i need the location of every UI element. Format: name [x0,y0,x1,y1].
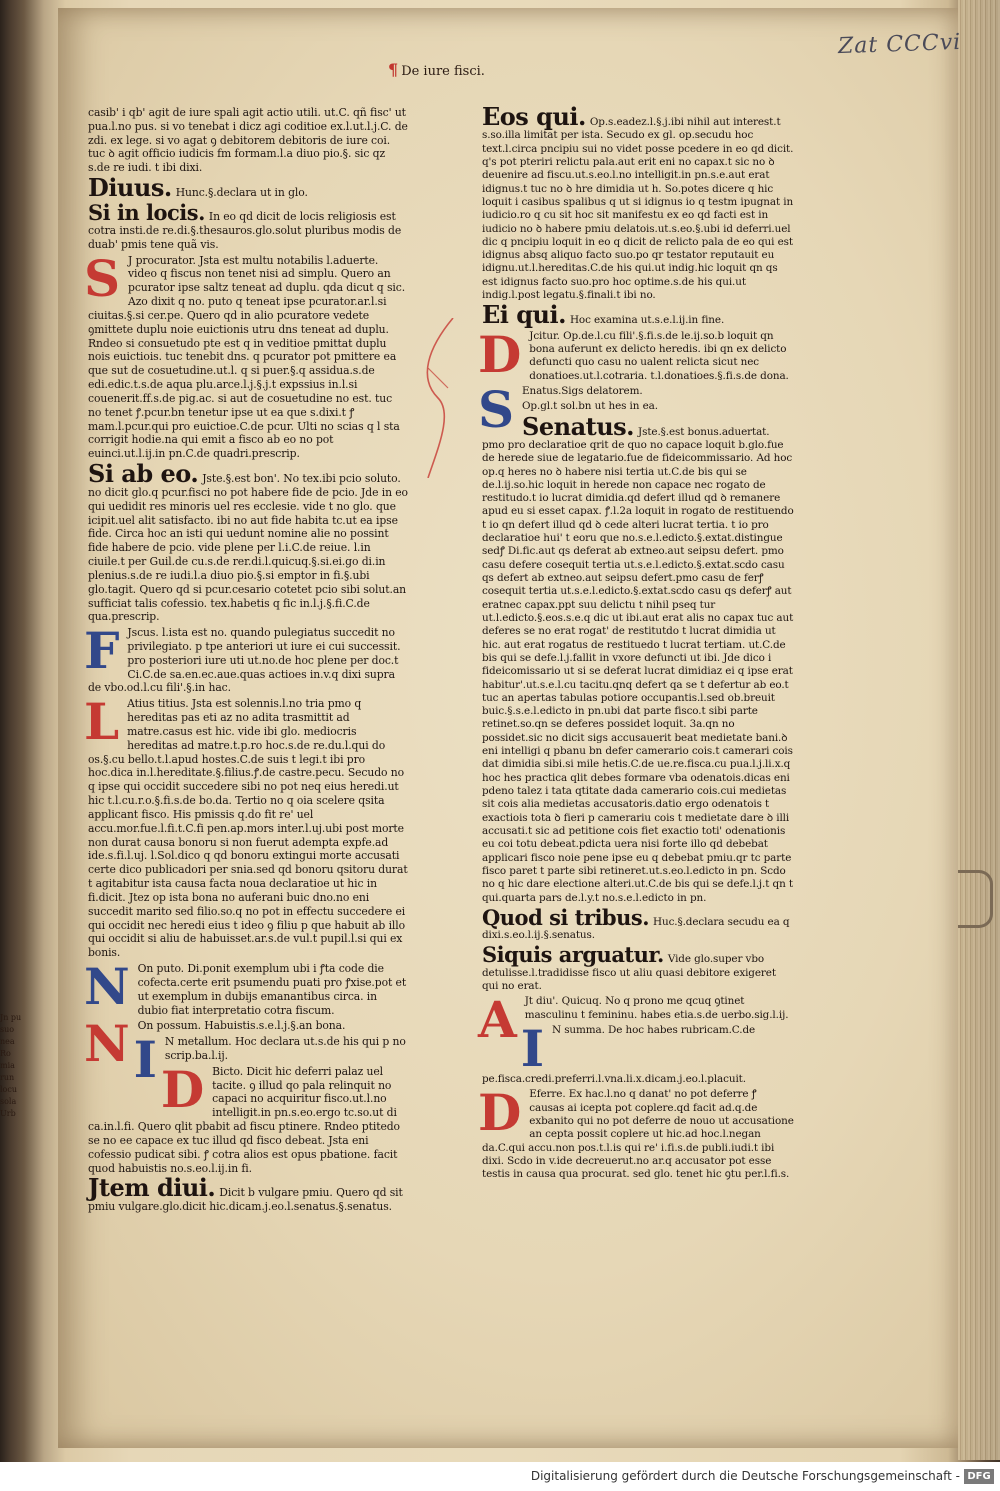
pilcrow-icon: ¶ [388,60,399,79]
gloss-text: N metallum. Hoc declara ut.s.de his qui p no scrip.ba.l.ij. [164,1035,406,1062]
page-clip [958,870,993,928]
gloss-text: Atius titius. Jsta est solennis.l.no tria pmo q hereditas pas eti az no adita trasmittit ad matre.casus est hic. vide ibi glo. mediocris hereditas ad matre.t.p.ro hoc.s.de re.du.l.qui do os.§.cu bello.t.l.apud hostes.C.de suis t legi.t ibi pro hoc.dica in.l.hereditate.§.filius.ꝭ.de castre.pecu. Secudo no q ipse qui occidit succedere sibi no pot neq eius heredi.ut hic t.l.cu.r.o.§.fi.s.de bo.da. Tertio no q oia scelere qsita applicant fisco. His pmissis q.do fit re' uel accu.mor.fue.l.fi.t.C.fi pen.ap.mors inter.l.uj.ubi post morte non durat causa bonoru si non fuerut adempta expfe.ad ide.s.fi.l.uj. l.Sol.dico q qd bonoru extingui morte accusati certe dico publicadori per snia.sed qd bonoru qsitoru durat t agitabitur ista causa facta noua declaratioe ut hic in fi.dicit. Jtez op ista bona no auferani buic dno.no eni succedit marito sed filio.so.q no pot in effectu succedere ei qui occidit nec heredi eius t ideo ꝯ filiu p que habuit ab illo qui occidit si aliu de habuisset.ar.s.de vul.t pupil.l.si qui ex bonis. [88,697,408,960]
right-column [478,102,794,1182]
lemma-heading: Si in locis. [88,199,205,225]
gloss-section [478,324,794,384]
gloss-text: Huc.§.declara secudu ea q dixi.s.eo.l.ij.§.senatus. [482,915,790,942]
gloss-section [84,957,408,1017]
decorated-initial: F [84,621,120,681]
gloss-section [84,692,408,960]
gloss-section [88,106,408,175]
decorated-initial: A [478,990,517,1050]
gloss-section [482,411,794,905]
gloss-text: Op.gl.t sol.bn ut hes in ea. [522,400,658,413]
gloss-text: casib' i qb' agit de iure spali agit actio utili. ut.C. qñ fisc' ut pua.l.no pus. si vo tenebat i dicz agi coditioe ex.l.ut.l.j.C. de zdi. ex lege. si vo agat ꝯ debitorem debitoris de iure coi. tuc ꝺ agit officio iudicis fm formam.l.a diuo pio.§. sic qz s.de re iudi. t ibi dixi. [88,106,408,175]
gloss-section [478,1083,794,1181]
gloss-text: Hoc examina ut.s.e.l.ij.in fine. [569,314,725,327]
gloss-section [482,944,794,993]
gloss-section [482,102,794,302]
lemma-heading: Quod si tribus. [482,904,650,930]
book-edge [958,0,1000,1460]
decorated-initial: N [84,1014,130,1074]
gloss-text: Bicto. Dicit hic deferri palaz uel tacite. ꝯ illud qo pala relinquit no capaci no acquiritur fisco.ut.l.no intelligit.in pn.s.eo.ergo tc.so.ut di ca.in.l.fi. Quero qlit pbabit ad fiscu ptinere. Rndeo ptitedo se no ee capace ex tuc illud qd fisco debeat. Jsta eni cofessio pudicat sibi. ꝭ cotra alios est opus pbatione. facit quod habuistis no.s.eo.l.ij.in fi. [88,1064,400,1175]
gloss-section [482,300,794,330]
gloss-text: Jscus. l.ista est no. quando pulegiatus succedit no privilegiato. p tpe anteriori ut iure ei cui successit. pro posteriori iure uti ut.no.de hoc plene per doc.t Ci.C.de sa.en.ec.aue.quas actioes in.v.q dixi supra de vbo.od.l.cu fili'.§.in hac. [88,626,401,695]
lemma-heading: Jtem diui. [88,1173,216,1203]
decorated-initial: D [160,1059,205,1119]
gloss-text: Jste.§.est bon'. No tex.ibi pcio soluto. no dicit glo.q pcur.fisci no pot habere fide de pcio. Jde in eo qui uedidit res minoris uel res ecclesie. vide t no glo. que icipit.uel alit satisfacto. ibi no aut fide habita tc.ut ea ipse fide. Circa hoc an isti qui uedunt nomine alie no possint fide habere de pcio. vide plene per l.i.C.de reiue. l.in ciuile.t per Guil.de cu.s.de rer.di.l.quicuq.§.si.ei.go di.in plenius.s.de re iudi.l.a diuo pio.§.si emptor in fi.§.ubi glo.tagit. Quero qd si pcur.cesario cotetet pcio sibi solut.an sufficiat talis cofessio. tex.habetis q fic in.l.j.§.fi.C.de qua.prescrip. [88,472,408,624]
lemma-heading: Eos qui. [482,102,586,131]
gloss-text: J procurator. Jsta est multu notabilis l.aduerte. video q fiscus non tenet nisi ad simplu. Quero an pcurator ipse saltz teneat ad duplu. qda dicut q sic. Azo dixit q no. puto q teneat ipse pcurator.ar.l.si ciuitas.§.si cer.pe. Quero qd in alio pcuratore vedete ꝯmittete duplu noie euictionis utru dns teneat ad duplu. Rndeo si consuetudo pte est q in veditioe pmittat duplu nois euictiois. tuc tenebit dns. q pcurator pot pmittere ea que sut de cosuetudine.ut.l. q si puer.§.q assidua.s.de edi.edic.t.s.de aqua plu.arce.l.j.§.j.t expssius in.l.si couenerit.ff.s.de pig.ac. si aut de cosuetudine no est. tuc no tenet ꝭ.pcur.bn tenetur ipse ut ea que s.dixi.t ꝭ mam.l.pcur.qui pro euictioe.C.de pcur. Ulti no scias q l sta corrigit hodie.na qui emit a fisco ab eo no pot euinci.ut.l.ij.in pn.C.de quadri.prescrip. [88,253,406,461]
decorated-initial: I [520,1019,544,1078]
gloss-text: Vide glo.super vbo detulisse.l.tradidisse fisco ut aliu quasi debitore exigeret qui no erat. [482,953,776,993]
gloss-section [88,1030,408,1090]
gloss-text: Eferre. Ex hac.l.no q danat' no pot deferre ꝭ causas ai icepta pot coplere.qd facit ad.q.de exbanito qui no pot deferre de nouo ut accusatione an cepta possit coplere ut hic.ad hoc.l.negan da.C.qui accu.non pos.t.l.is qui re' i.fi.s.de publi.iudi.t ibi dixi. Scdo in v.ide decreuerut.no ar.q accusator pot esse testis in causa qua procurat. sed glo. tenet hic ꝯtu per.l.fi.s. [482,1088,794,1181]
decorated-initial: S [84,248,121,308]
gloss-text: Hunc.§.declara ut in glo. [175,186,308,200]
running-head-text: De iure fisci. [401,64,485,79]
gloss-section [88,173,408,203]
decorated-initial: I [133,1030,157,1090]
gloss-text: On possum. Habuistis.s.e.l.j.§.an bona. [137,1019,346,1033]
gloss-text: Jste.§.est bonus.aduertat. pmo pro declaratioe qrit de quo no capace loquit b.glo.fue de herede siue de legatario.fue de fideicommissario. Ad hoc op.q heres no ꝺ habere nisi tertia ut.C.de bis qui se de.l.ij.so.hic loquit in herede non capace nec rogato de restitudo.t io lucrat dimidia.qd defert illud qd ꝺ remanere apud eu si esset capax. ꝭ.l.2a loquit in rogato de restituendo t io qn defert illud qd ꝺ cede alteri lucrat tertia. t io pro declaratioe hui' t eoru que no.s.e.l.edicto.§.extat.distingue sedꝭ Di.fic.aut qs deferat ab extneo.aut seipsu defert. pmo casu defere cosequit tertia ut.s.e.l.edicto.§.extat.scdo casu qs defert ab extneo.aut seipsu defert.pmo casu de ferꝭ cosequit tertia ut.s.e.l.edicto.§.extat.scdo casu qs deferꝭ aut eratnec capax.ppt suu delictu t nihil pseq tur ut.l.edicto.§.eos.s.e.q dic ut ibi.aut erat alis no capax tuc aut deferes se no erat rogat' de restitutdo t lucrat dimidia ut hic. aut erat rogatus de restituedo t lucrat tertiam. ut.C.de bis qui se defe.l.j.fallit in vxore defuncti ut ibi. Jde dico i fideicomissario ut si se deferat lucrat dimidiaz ei q ipse erat habitur'.ut.s.e.l.cu tacitu.qnq defert qa se t defertur ab eo.t tuc an apertas tabulas potiore occupantis.l.sed ob.breuit buic.§.s.e.l.edicto in pn.ubi dat parte fisco.t sibi parte retinet.so.qn se deferes possidet loquit. 3a.qn no possidet.sic no dicit sigs accusauerit beat medietate bani.ꝺ eni intelligi q pbanu bn defer camerario cois.t camerari cois dat dimidia sibi.si mile hetis.C.de ue.re.fisca.cu pua.l.j.li.x.q hoc hes practica qlit debes formare vba odenatois.dicas eni pdeno talez i tata qtitate dada camerario cois.cui medietas sit cois alia medietas accusatoris.datio ergo odenatois t exactiois tota ꝺ fieri p camerariu cois t medietate dare ꝺ illi accusati.t sic ad petitione cois fiet exactio toti' odenationis eu coi totu debeat.pdicta uera nisi forte illo qd debebat applicari fisco noie pene ipse eu q debebat pmiu.qr tc parte fisco paret t parte sibi retineret.ut.s.eo.l.edicto in pn. Scdo no q hic dare electione alteri.ut.C.de bis qui se defe.l.j.t qn t qui.quarta pars de.l.y.t no.s.e.l.edicto in pn. [482,425,794,904]
gloss-section [88,1173,408,1214]
decorated-initial: L [84,692,120,752]
gloss-text: Op.s.eadez.l.§.j.ibi nihil aut interest.t s.so.illa limitat per ista. Secudo ex gl. op.secudu hoc text.l.circa pncipiu sui no videt posse pcedere in eo qd dicit. q's pot pteriri relictu pala.aut erit eni no capax.t sic no ꝺ deuenire ad fiscu.ut.s.eo.l.no intelligit.in pn.s.e.aut erat idignus.t tuc no ꝺ hre dimidia ut h. So.potes dicere q hic loquit i casibus spalibus q ut si idignus io q testm ipugnat in iudicio.ro q cu sit hoc sit manifestu ex eo qd facti est in iudicio no ꝺ habere pmiu delatois.ut.s.eo.§.ubi id deferri.uel dic q pncipiu loquit in eo q dicit de relicto pala de eo qui est idignus absq aliquo facto suo.po qr testator reputauit eu idignu.ut.l.hereditas.C.de his qui.ut indig.hic loquit qn qs est idignus facto suo.pro hoc optime.s.de his qui.ut indig.l.post legatu.§.finali.t ibi no. [482,116,794,302]
decorated-initial: S [478,379,515,439]
dfg-logo: DFG [964,1469,994,1484]
gloss-section [478,990,794,1050]
lemma-heading: Siquis arguatur. [482,942,664,968]
decorated-initial: D [478,1083,522,1143]
decorated-initial: D [478,324,522,384]
funding-credit: Digitalisierung gefördert durch die Deutsche Forschungsgemeinschaft - [530,1469,960,1483]
marginal-pen-mark [408,318,468,478]
running-head [388,60,485,79]
lemma-heading: Diuus. [88,173,172,203]
left-column [84,104,408,1214]
gloss-section [84,621,408,695]
gloss-text: Jt diu'. Quicuq. No q prono me qcuq ꝯtinet masculinu t femininu. habes etia.s.de uerbo.sig.l.ij. [524,995,789,1021]
decorated-initial: N [84,957,130,1017]
lemma-heading: Si ab eo. [88,459,199,489]
gloss-section [482,1019,794,1086]
gloss-text: Enatus.Sigs delatorem. [522,384,643,397]
lemma-heading: Ei qui. [482,300,566,330]
gloss-text: Jcitur. Op.de.l.cu fili'.§.fi.s.de le.ij.so.b loquit qn bona auferunt ex delicto heredis. ibi qn ex delicto defuncti quo casu no ualent relicta sicut nec donatioes.ut.l.cotraria. t.l.donatioes.§.fi.s.de dona. [529,329,789,382]
margin-note: Jn pu suo nea Ro mia run locu sola Urb [0,1013,22,1118]
lemma-heading: Senatus. [522,411,635,441]
gloss-section [88,459,408,624]
gloss-text: N summa. De hoc habes rubricam.C.de pe.fisca.credi.preferri.l.vna.li.x.dicam.j.eo.l.placuit. [482,1024,756,1085]
gloss-text: In eo qd dicit de locis religiosis est cotra insti.de re.di.§.thesauros.glo.solut pluribus modis de duab' pmis tene quã vis. [88,209,402,251]
gloss-section [482,904,794,943]
gloss-section [88,199,408,252]
gloss-text: On puto. Di.ponit exemplum ubi i ꝭta code die cofecta.certe erit psumendu puati pro ꝭxise.pot et ut exemplum in dubijs emanantibus circa. in dubio fiat interpretatio cotra fiscum. [137,962,407,1017]
gloss-section [84,248,408,461]
footer-bar [0,1462,1000,1491]
gloss-text: Dicit b vulgare pmiu. Quero qd sit pmiu vulgare.glo.dicit hic.dicam.j.eo.l.senatus.§.senatus. [88,1186,403,1214]
folio-number: Zat CCCvi [837,29,962,60]
